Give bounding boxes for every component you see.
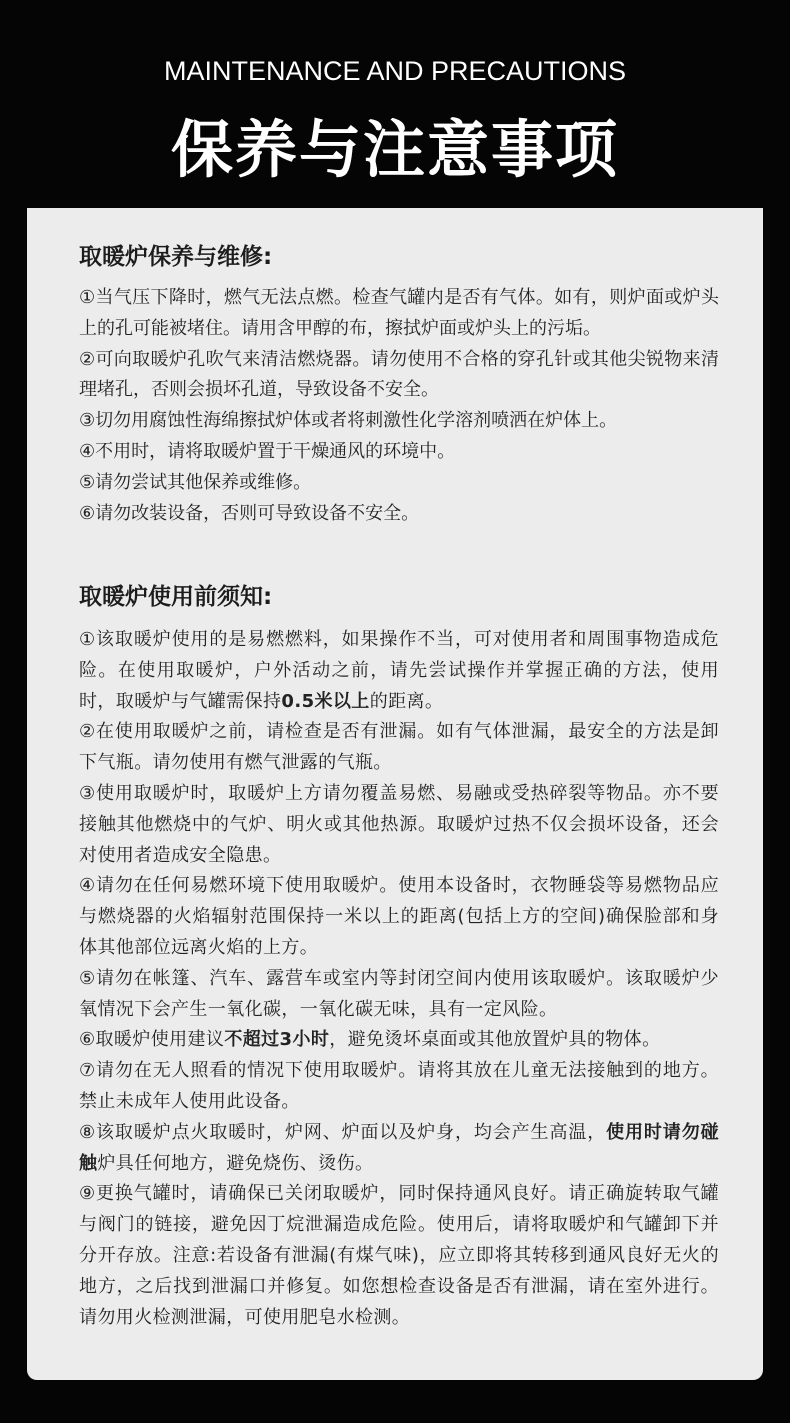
- precaution-item-6-tail: ，避免烫坏桌面或其他放置炉具的物体。: [329, 1029, 661, 1051]
- english-subtitle: MAINTENANCE AND PRECAUTIONS: [163, 56, 627, 86]
- maintenance-item-5: ⑤请勿尝试其他保养或维修。: [79, 471, 312, 493]
- precaution-item-6: [79, 1025, 719, 1056]
- precaution-item-1-tail: 的距离。: [369, 690, 444, 712]
- content-card: [27, 208, 763, 1380]
- precaution-item-5: ⑤请勿在帐篷、汽车、露营车或室内等封闭空间内使用该取暖炉。该取暖炉少氧情况下会产生一氧化碳，一氧化碳无味，具有一定风险。: [79, 967, 719, 1020]
- precaution-item-8: [79, 1118, 719, 1180]
- precaution-item-1: [79, 625, 719, 717]
- precaution-item-4: ④请勿在任何易燃环境下使用取暖炉。使用本设备时，衣物睡袋等易燃物品应与燃烧器的火焰辐射范围保持一米以上的距离(包括上方的空间)确保脸部和身体其他部位远离火焰的上方。: [79, 875, 719, 958]
- precaution-item-8-emphasis: 使用时请勿碰触: [79, 1121, 719, 1174]
- precaution-item-6-emphasis: 不超过3小时: [224, 1029, 330, 1051]
- precaution-item-3: ③使用取暖炉时，取暖炉上方请勿覆盖易燃、易融或受热碎裂等物品。亦不要接触其他燃烧中的气炉、明火或其他热源。取暖炉过热不仅会损坏设备，还会对使用者造成安全隐患。: [79, 782, 719, 866]
- page-header: [0, 0, 790, 210]
- precaution-item-8-tail: 炉具任何地方，避免烧伤、烫伤。: [97, 1152, 374, 1174]
- page-title: 保养与注意事项: [170, 113, 619, 186]
- maintenance-item-3: ③切勿用腐蚀性海绵擦拭炉体或者将刺激性化学溶剂喷洒在炉体上。: [79, 410, 618, 432]
- maintenance-item-1: ①当气压下降时，燃气无法点燃。检查气罐内是否有气体。如有，则炉面或炉头上的孔可能被堵住。请用含甲醇的布，擦拭炉面或炉头上的污垢。: [79, 287, 719, 339]
- precaution-item-7: ⑦请勿在无人照看的情况下使用取暖炉。请将其放在儿童无法接触到的地方。禁止未成年人使用此设备。: [79, 1060, 719, 1112]
- precautions-section: [79, 581, 719, 1333]
- maintenance-section-title: 取暖炉保养与维修:: [79, 244, 273, 270]
- maintenance-item-6: ⑥请勿改装设备，否则可导致设备不安全。: [79, 502, 420, 524]
- precaution-item-1-emphasis: 0.5米以上: [281, 690, 370, 712]
- maintenance-item-4: ④不用时，请将取暖炉置于干燥通风的环境中。: [79, 440, 456, 462]
- precaution-item-2: ②在使用取暖炉之前，请检查是否有泄漏。如有气体泄漏，最安全的方法是卸下气瓶。请勿使用有燃气泄露的气瓶。: [79, 721, 719, 774]
- precaution-item-6-text: ⑥取暖炉使用建议: [79, 1029, 225, 1051]
- precaution-item-1-text: ①该取暖炉使用的是易燃燃料，如果操作不当，可对使用者和周围事物造成危险。在使用取暖炉，户外活动之前，请先尝试操作并掌握正确的方法，使用时，取暖炉与气罐需保持: [79, 629, 719, 712]
- maintenance-item-2: ②可向取暖炉孔吹气来清洁燃烧器。请勿使用不合格的穿孔针或其他尖锐物来清理堵孔，否则会损坏孔道，导致设备不安全。: [79, 348, 719, 401]
- precautions-section-title: 取暖炉使用前须知:: [79, 584, 273, 610]
- precaution-item-8-text: ⑧该取暖炉点火取暖时，炉网、炉面以及炉身，均会产生高温，: [79, 1121, 607, 1143]
- maintenance-section: [79, 241, 719, 529]
- precaution-item-9: ⑨更换气罐时，请确保已关闭取暖炉，同时保持通风良好。请正确旋转取气罐与阀门的链接，避免因丁烷泄漏造成危险。使用后，请将取暖炉和气罐卸下并分开存放。注意:若设备有泄漏(有煤气味)，应立即将其转移到通风良好无火的地方，之后找到泄漏口并修复。如您想检查设备是否有泄漏，请在室外进行。请勿用火检测泄漏，可使用肥皂水检测。: [79, 1183, 719, 1328]
